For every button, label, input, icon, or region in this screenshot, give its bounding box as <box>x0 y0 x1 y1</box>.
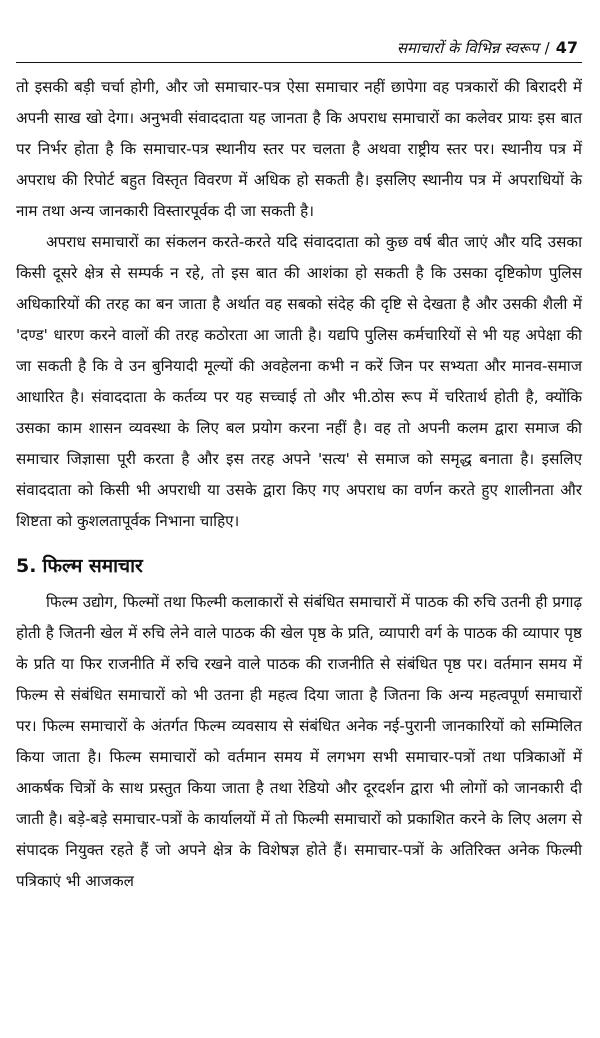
section-number: 5. <box>16 555 37 577</box>
header-rule <box>16 62 582 63</box>
paragraph: तो इसकी बड़ी चर्चा होगी, और जो समाचार-पत्र ऐसा समाचार नहीं छापेगा वह पत्रकारों की बिरादरी में अपनी साख खो देगा। अनुभवी संवाददाता यह जानता है कि अपराध समाचारों का कलेवर प्रायः इस बात पर निर्भर होता है कि समाचार-पत्र स्थानीय स्तर पर चलता है अथवा राष्ट्रीय स्तर पर। स्थानीय पत्र में अपराध की रिपोर्ट बहुत विस्तृत विवरण में अधिक हो सकती है। इसलिए स्थानीय पत्र में अपराधियों के नाम तथा अन्य जानकारी विस्तारपूर्वक दी जा सकती है। <box>16 78 582 220</box>
paragraph: फिल्म उद्योग, फिल्मों तथा फिल्मी कलाकारों से संबंधित समाचारों में पाठक की रुचि उतनी ही प्रगाढ़ होती है जितनी खेल में रुचि लेने वाले पाठक की खेल पृष्ठ के प्रति, व्यापारी वर्ग के पाठक की व्यापार पृष्ठ के प्रति या फिर राजनीति में रुचि रखने वाले पाठक की राजनीति से संबंधित पृष्ठ पर। वर्तमान समय में फिल्म से संबंधित समाचारों को भी उतना ही महत्व दिया जाता है जितना कि अन्य महत्वपूर्ण समाचारों पर। फिल्म समाचारों के अंतर्गत फिल्म व्यवसाय से संबंधित अनेक नई-पुरानी जानकारियों को सम्मिलित किया जाता है। फिल्म समाचारों को वर्तमान समय में लगभग सभी समाचार-पत्रों तथा पत्रिकाओं में आकर्षक चित्रों के साथ प्रस्तुत किया जाता है तथा रेडियो और दूरदर्शन द्वारा भी लोगों को जानकारी दी जाती है। बड़े-बड़े समाचार-पत्रों के कार्यालयों में तो फिल्मी समाचारों को प्रकाशित करने के लिए अलग से संपादक नियुक्त रहते हैं जो अपने क्षेत्र के विशेषज्ञ होते हैं। समाचार-पत्रों के अतिरिक्त अनेक फिल्मी पत्रिकाएं भी आजकल <box>16 593 582 890</box>
running-header <box>397 38 578 58</box>
section-heading <box>16 551 582 581</box>
running-title: समाचारों के विभिन्न स्वरूप <box>396 39 539 57</box>
section-title: फिल्म समाचार <box>42 555 143 577</box>
page-number: 47 <box>555 38 578 57</box>
paragraph: अपराध समाचारों का संकलन करते-करते यदि संवाददाता को कुछ वर्ष बीत जाएं और यदि उसका किसी दूसरे क्षेत्र से सम्पर्क न रहे, तो इस बात की आशंका हो सकती है कि उसका दृष्टिकोण पुलिस अधिकारियों की तरह का बन जाता है अर्थात वह सबको संदेह की दृष्टि से देखता है और उसकी शैली में 'दण्ड' धारण करने वालों की तरह कठोरता आ जाती है। यद्यपि पुलिस कर्मचारियों से भी यह अपेक्षा की जा सकती है कि वे उन बुनियादी मूल्यों की अवहेलना कभी न करें जिन पर सभ्यता और मानव-समाज आधारित है। संवाददाता के कर्तव्य पर यह सच्चाई तो और भी.ठोस रूप में चरितार्थ होती है, क्योंकि उसका काम शासन व्यवस्था के लिए बल प्रयोग करना नहीं है। वह तो अपनी कलम द्वारा समाज की समाचार जिज्ञासा पूरी करता है और इस तरह अपने 'सत्य' से समाज को समृद्ध बनाता है। इसलिए संवाददाता को किसी भी अपराधी या उसके द्वारा किए गए अपराध का वर्णन करते हुए शालीनता और शिष्टता को कुशलतापूर्वक निभाना चाहिए। <box>16 233 582 530</box>
header-separator: / <box>544 39 550 57</box>
body-text <box>16 72 582 897</box>
